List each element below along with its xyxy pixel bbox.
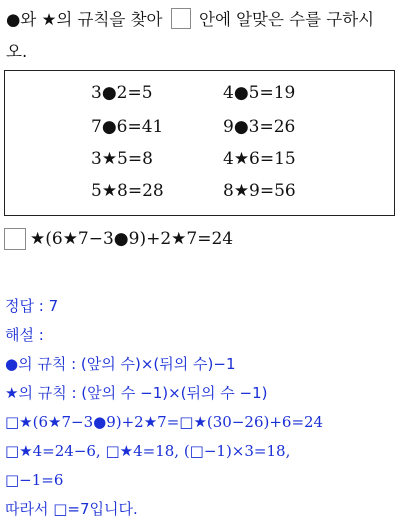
solution-line: □★(6★7−3●9)+2★7=□★(30−26)+6=24	[5, 413, 324, 431]
answer-line: 정답 : 7	[5, 297, 59, 315]
problem-line-2: 오.	[6, 42, 28, 61]
solution-line: 따라서 □=7입니다.	[5, 500, 138, 518]
solution-line: □★4=24−6, □★4=18, (□−1)×3=18,	[5, 442, 291, 460]
rules-box	[4, 70, 395, 216]
solution-line: □−1=6	[5, 471, 64, 489]
equation: 4★6=15	[223, 149, 296, 169]
expression-blank-box	[4, 228, 26, 250]
equation: 4●5=19	[223, 83, 296, 103]
problem-line-1	[6, 4, 396, 36]
expression-text: ★(6★7−3●9)+2★7=24	[30, 229, 234, 249]
equation: 7●6=41	[91, 117, 164, 137]
equation: 3●2=5	[91, 83, 153, 103]
problem-text-part1: ●와 ★의 규칙을 찾아	[6, 10, 163, 29]
explanation-label: 해설 :	[5, 326, 44, 344]
problem-expression	[4, 228, 233, 250]
equation: 9●3=26	[223, 117, 296, 137]
solution-line: ●의 규칙 : (앞의 수)×(뒤의 수)−1	[5, 355, 236, 373]
problem-text-part2: 안에 알맞은 수를 구하시	[199, 10, 375, 29]
answer-blank-box	[171, 8, 191, 29]
equation: 5★8=28	[91, 181, 164, 201]
solution-section	[5, 292, 397, 524]
equation: 3★5=8	[91, 149, 153, 169]
problem-statement	[6, 4, 396, 68]
equation: 8★9=56	[223, 181, 296, 201]
solution-line: ★의 규칙 : (앞의 수 −1)×(뒤의 수 −1)	[5, 384, 268, 402]
